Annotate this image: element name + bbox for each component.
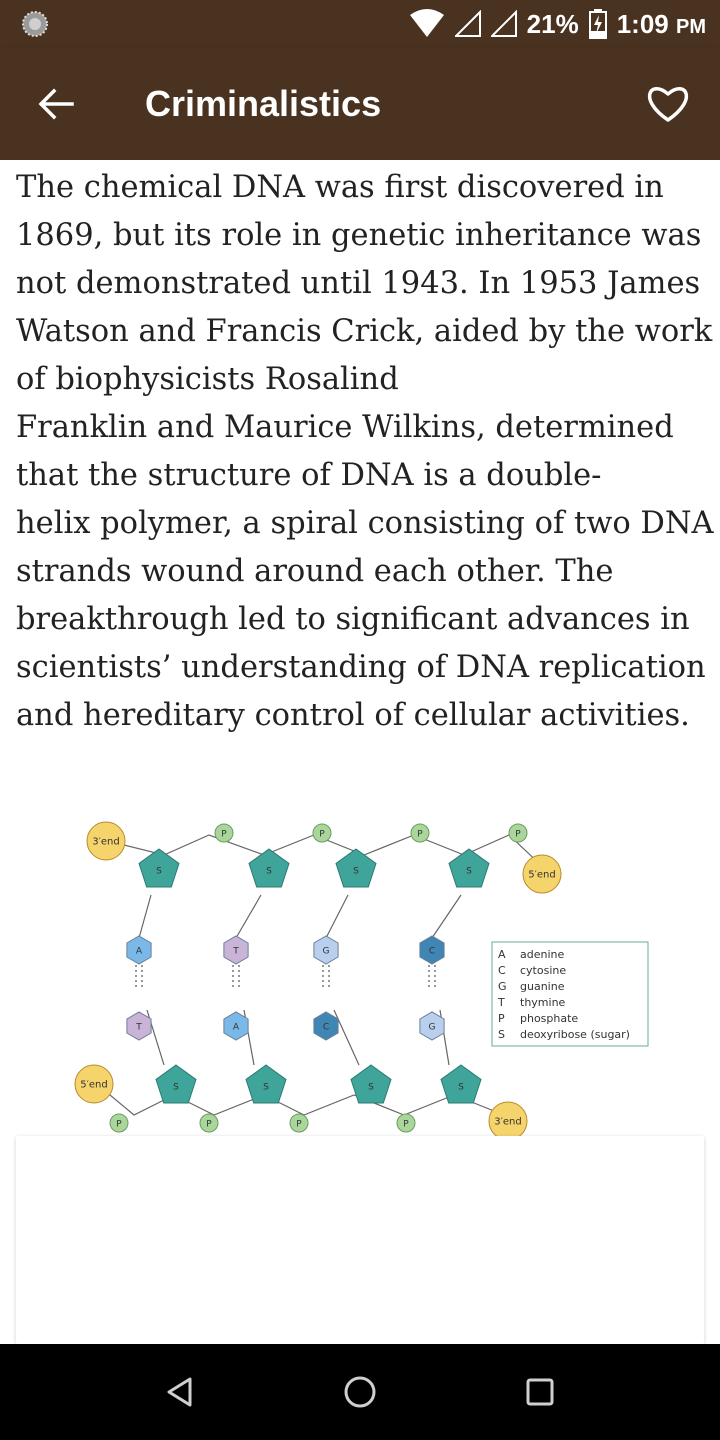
base-label: T — [136, 1022, 142, 1033]
nav-recents-square-icon — [525, 1377, 555, 1407]
hydrogen-bond-dot — [328, 965, 330, 967]
hydrogen-bond-dot — [434, 975, 436, 977]
article-line: scientists’ understanding of DNA replication — [16, 650, 706, 685]
hydrogen-bond-dot — [328, 975, 330, 977]
legend-name: deoxyribose (sugar) — [520, 1028, 630, 1041]
sugar-label: S — [266, 866, 272, 877]
hydrogen-bond-dot — [434, 965, 436, 967]
legend-name: guanine — [520, 980, 565, 993]
arrow-left-icon — [38, 88, 74, 120]
hydrogen-bond-dot — [428, 985, 430, 987]
base-label: A — [135, 946, 143, 957]
nav-home-button[interactable] — [336, 1368, 384, 1416]
heart-outline-icon — [647, 85, 689, 123]
phosphate-label: P — [319, 829, 325, 840]
hydrogen-bond-dot — [322, 980, 324, 982]
hydrogen-bond-dot — [328, 980, 330, 982]
base-label: C — [428, 946, 436, 957]
favorite-button[interactable] — [636, 76, 700, 132]
nav-back-triangle-icon — [165, 1376, 195, 1408]
hydrogen-bond-dot — [232, 970, 234, 972]
top-sugar-base-link — [236, 895, 261, 938]
base-label: A — [232, 1022, 240, 1033]
hydrogen-bond-dot — [135, 985, 137, 987]
three-prime-end-bottom-label: 3′end — [494, 1116, 522, 1128]
top-sugar-base-link — [432, 895, 461, 938]
phosphate-label: P — [515, 829, 521, 840]
legend-code: S — [498, 1028, 505, 1041]
phosphate-label: P — [221, 829, 227, 840]
ad-placeholder-card — [16, 1136, 704, 1344]
article-line: strands wound around each other. The — [16, 554, 614, 589]
hydrogen-bond-dot — [141, 980, 143, 982]
sugar-label: S — [458, 1082, 464, 1093]
phosphate-label: P — [296, 1119, 302, 1130]
app-notification-icon — [22, 11, 48, 37]
legend-name: cytosine — [520, 964, 567, 977]
legend-name: thymine — [520, 996, 566, 1009]
battery-charging-icon — [589, 9, 607, 39]
status-bar — [0, 0, 720, 48]
legend-code: G — [498, 980, 507, 993]
three-prime-end-top-label: 3′end — [92, 836, 120, 848]
hydrogen-bond-dot — [434, 970, 436, 972]
hydrogen-bond-dot — [428, 965, 430, 967]
battery-percent: 21% — [526, 8, 579, 39]
hydrogen-bond-dot — [135, 975, 137, 977]
phosphate-label: P — [403, 1119, 409, 1130]
hydrogen-bond-dot — [328, 985, 330, 987]
top-sugar-base-link — [139, 895, 151, 938]
hydrogen-bond-dot — [428, 980, 430, 982]
top-sugar-base-link — [326, 895, 348, 938]
sugar-label: S — [368, 1082, 374, 1093]
signal-icon — [455, 10, 481, 38]
phosphate-label: P — [116, 1119, 122, 1130]
legend-name: adenine — [520, 948, 565, 961]
phosphate-label: P — [206, 1119, 212, 1130]
article-line: of biophysicists Rosalind — [16, 362, 399, 397]
hydrogen-bond-dot — [238, 980, 240, 982]
article-content[interactable] — [0, 160, 720, 1344]
article-line: The chemical DNA was first discovered in — [16, 170, 664, 205]
sugar-label: S — [156, 866, 162, 877]
nav-home-circle-icon — [343, 1375, 377, 1409]
hydrogen-bond-dot — [238, 965, 240, 967]
base-label: T — [233, 946, 239, 957]
phosphate-label: P — [417, 829, 423, 840]
sugar-label: S — [263, 1082, 269, 1093]
signal-icon — [491, 10, 517, 38]
hydrogen-bond-dot — [328, 970, 330, 972]
hydrogen-bond-dot — [428, 970, 430, 972]
hydrogen-bond-dot — [141, 970, 143, 972]
article-line: not demonstrated until 1943. In 1953 James — [16, 266, 701, 301]
hydrogen-bond-dot — [238, 975, 240, 977]
base-label: C — [322, 1022, 330, 1033]
navigation-bar — [0, 1344, 720, 1440]
hydrogen-bond-dot — [232, 980, 234, 982]
clock: 1:09 PM — [616, 8, 706, 39]
hydrogen-bond-dot — [135, 980, 137, 982]
legend-code: C — [498, 964, 506, 977]
hydrogen-bond-dot — [232, 975, 234, 977]
legend-name: phosphate — [520, 1012, 579, 1025]
hydrogen-bond-dot — [238, 970, 240, 972]
article-line: breakthrough led to significant advances in — [16, 602, 690, 637]
article-line: helix polymer, a spiral consisting of two DNA — [16, 506, 714, 541]
sugar-label: S — [466, 866, 472, 877]
base-label: G — [322, 946, 330, 957]
nav-recents-button[interactable] — [516, 1368, 564, 1416]
hydrogen-bond-dot — [434, 985, 436, 987]
sugar-label: S — [173, 1082, 179, 1093]
wifi-icon — [409, 9, 445, 39]
base-label: G — [428, 1022, 436, 1033]
back-button[interactable] — [24, 76, 88, 132]
article-line: and hereditary control of cellular activities. — [16, 698, 690, 733]
article-line: that the structure of DNA is a double- — [16, 458, 602, 493]
article-line: Franklin and Maurice Wilkins, determined — [16, 410, 674, 445]
status-indicators — [409, 0, 706, 48]
hydrogen-bond-dot — [232, 965, 234, 967]
five-prime-end-top-label: 5′end — [528, 869, 556, 881]
article-text — [16, 164, 714, 740]
page-title: Criminalistics — [145, 83, 382, 124]
hydrogen-bond-dot — [135, 970, 137, 972]
hydrogen-bond-dot — [322, 985, 324, 987]
five-prime-end-bottom-label: 5′end — [80, 1079, 108, 1091]
sugar-label: S — [353, 866, 359, 877]
hydrogen-bond-dot — [135, 965, 137, 967]
dna-structure-diagram — [64, 810, 664, 1140]
app-bar — [0, 48, 720, 160]
article-line: Watson and Francis Crick, aided by the work — [16, 314, 713, 349]
hydrogen-bond-dot — [232, 985, 234, 987]
hydrogen-bond-dot — [141, 985, 143, 987]
hydrogen-bond-dot — [238, 985, 240, 987]
legend-code: T — [498, 996, 505, 1009]
nav-back-button[interactable] — [156, 1368, 204, 1416]
hydrogen-bond-dot — [322, 970, 324, 972]
hydrogen-bond-dot — [141, 965, 143, 967]
article-line: 1869, but its role in genetic inheritance was — [16, 218, 702, 253]
legend-code: P — [498, 1012, 505, 1025]
hydrogen-bond-dot — [428, 975, 430, 977]
legend-code: A — [498, 948, 506, 961]
hydrogen-bond-dot — [322, 965, 324, 967]
hydrogen-bond-dot — [322, 975, 324, 977]
hydrogen-bond-dot — [434, 980, 436, 982]
hydrogen-bond-dot — [141, 975, 143, 977]
